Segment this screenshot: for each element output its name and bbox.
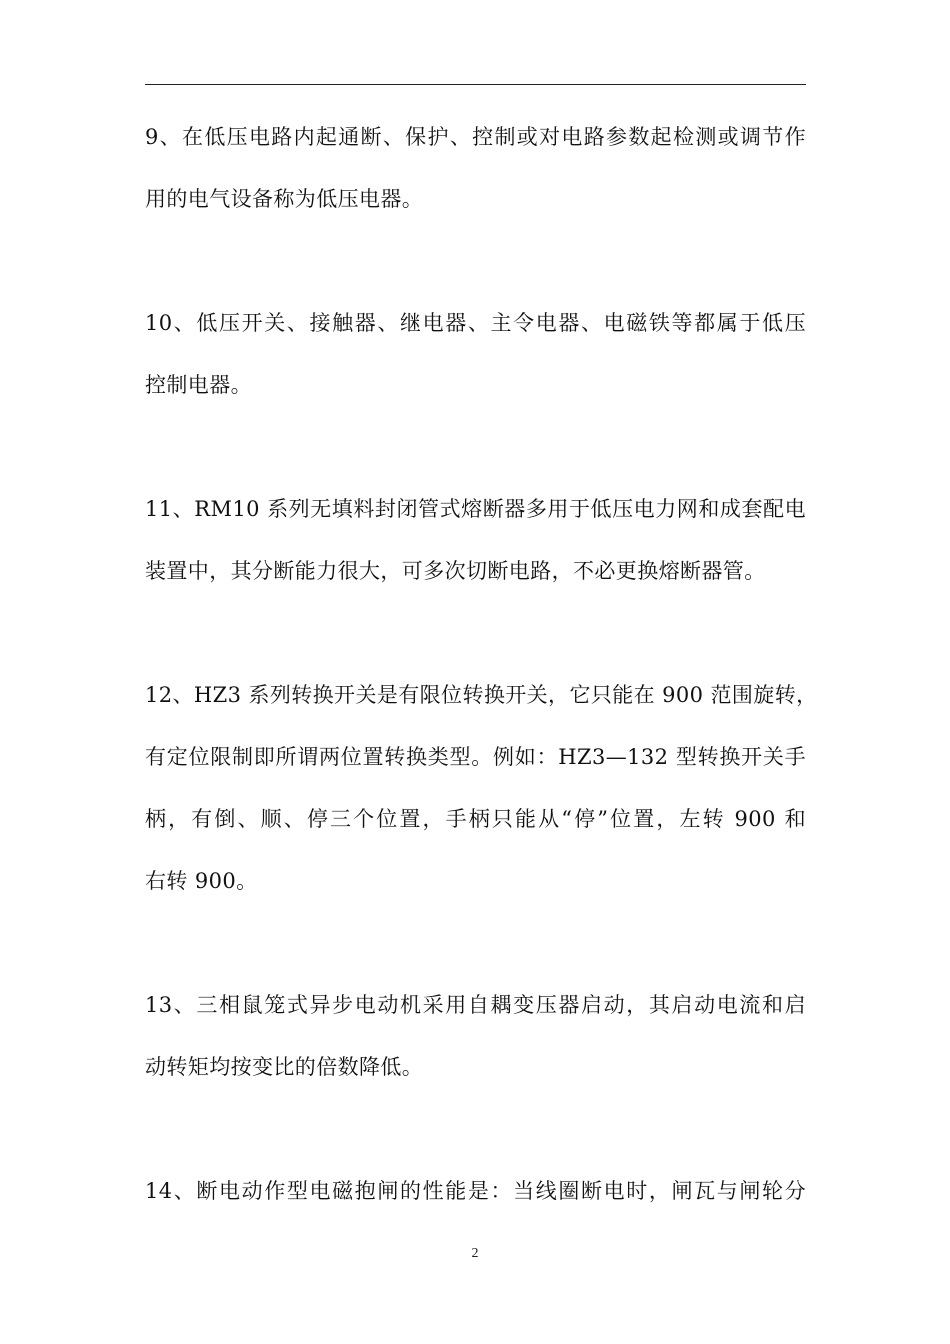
text-line: 动转矩均按变比的倍数降低。 — [145, 1055, 424, 1079]
paragraph-gap — [145, 236, 806, 298]
paragraph-13 — [145, 980, 806, 1104]
text-line: 右转 900。 — [145, 869, 258, 893]
text-line: 用的电气设备称为低压电器。 — [145, 187, 424, 211]
paragraph-gap — [145, 1104, 806, 1166]
text-line: 柄，有倒、顺、停三个位置，手柄只能从“停”位置，左转 900 和 — [145, 807, 806, 831]
header-rule — [145, 84, 806, 85]
document-body — [145, 112, 818, 1228]
paragraph-10 — [145, 298, 806, 422]
paragraph-gap — [145, 608, 806, 670]
text-line: 9、在低压电路内起通断、保护、控制或对电路参数起检测或调节作 — [145, 125, 806, 149]
text-line: 14、断电动作型电磁抱闸的性能是：当线圈断电时，闸瓦与闸轮分 — [145, 1179, 806, 1203]
text-line: 11、RM10 系列无填料封闭管式熔断器多用于低压电力网和成套配电 — [145, 497, 806, 521]
text-line: 10、低压开关、接触器、继电器、主令电器、电磁铁等都属于低压 — [145, 311, 806, 335]
text-line: 有定位限制即所谓两位置转换类型。例如：HZ3—132 型转换开关手 — [145, 745, 806, 769]
paragraph-14 — [145, 1166, 806, 1228]
paragraph-gap — [145, 918, 806, 980]
page-number: 2 — [471, 1246, 479, 1261]
text-line: 13、三相鼠笼式异步电动机采用自耦变压器启动，其启动电流和启 — [145, 993, 806, 1017]
text-line: 装置中，其分断能力很大，可多次切断电路，不必更换熔断器管。 — [145, 559, 766, 583]
paragraph-12 — [145, 670, 818, 918]
paragraph-gap — [145, 422, 806, 484]
text-line: 12、HZ3 系列转换开关是有限位转换开关，它只能在 900 范围旋转， — [145, 683, 818, 707]
paragraph-9 — [145, 112, 806, 236]
text-line: 控制电器。 — [145, 373, 252, 397]
paragraph-11 — [145, 484, 806, 608]
